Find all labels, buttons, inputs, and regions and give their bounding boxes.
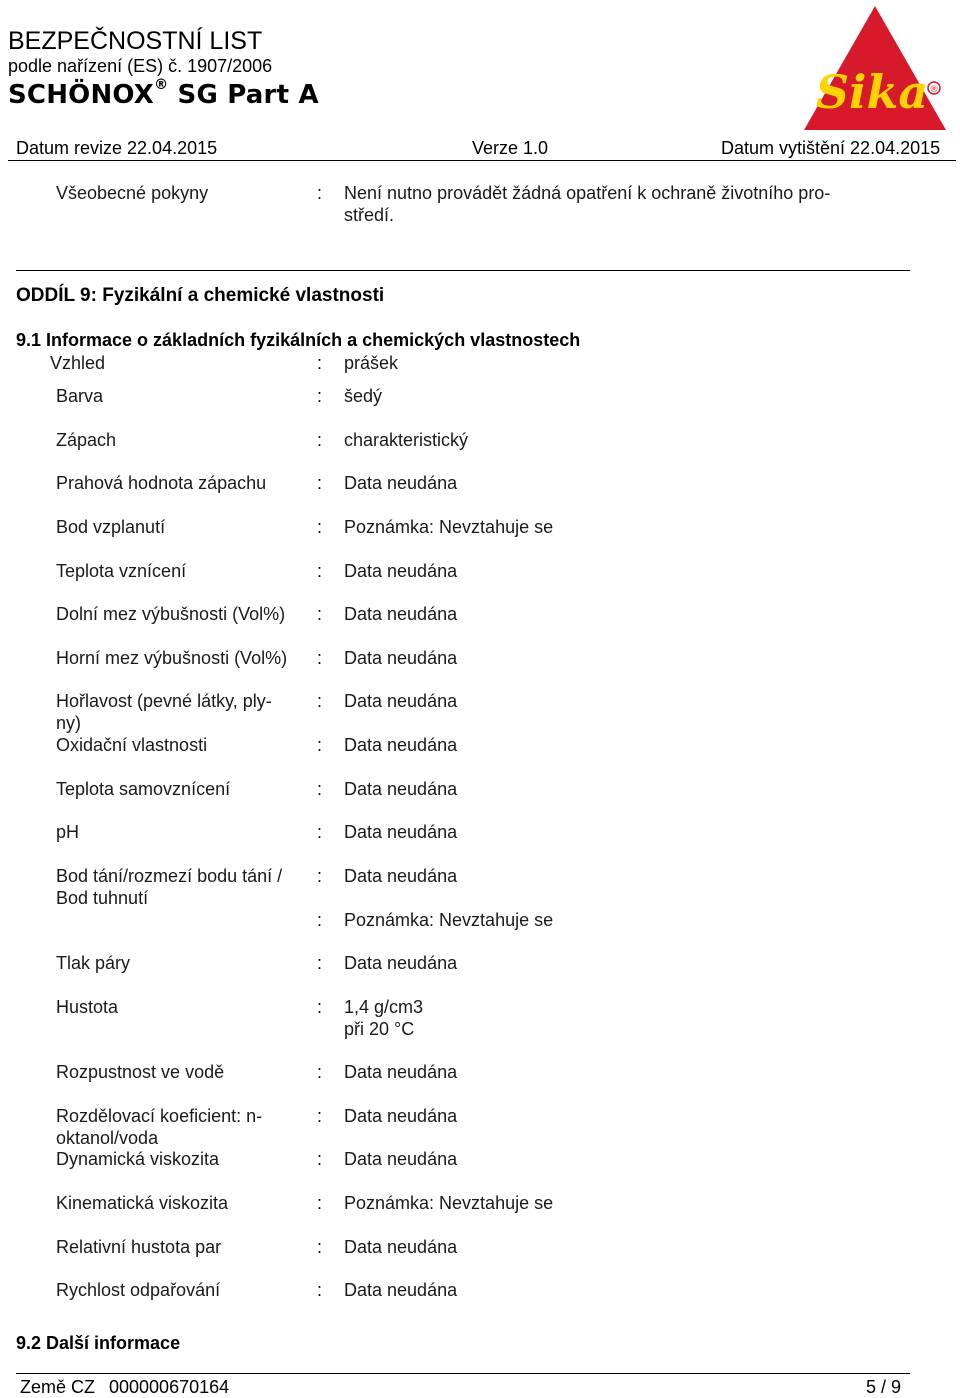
footer-code: 000000670164 (109, 1377, 230, 1397)
property-label: Teplota vznícení (56, 561, 187, 581)
property-colon: : (317, 386, 323, 406)
general-label: Všeobecné pokyny (56, 183, 209, 203)
property-value: Data neudána (344, 953, 458, 973)
property-value: Data neudána (344, 648, 458, 668)
property-label: Dynamická viskozita (56, 1149, 220, 1169)
property-label: pH (56, 822, 80, 842)
property-colon: : (317, 1193, 323, 1213)
registered-mark: ® (154, 77, 169, 94)
property-label: Horní mez výbušnosti (Vol%) (56, 648, 288, 668)
property-label: Bod tání/rozmezí bodu tání / (56, 866, 283, 886)
subsection-9-1-title: 9.1 Informace o základních fyzikálních a chemických vlastnostech (16, 330, 581, 350)
property-value: prášek (344, 353, 399, 373)
property-colon: : (317, 822, 323, 842)
property-label: Dolní mez výbušnosti (Vol%) (56, 604, 286, 624)
property-colon: : (317, 604, 323, 624)
property-value: Poznámka: Nevztahuje se (344, 517, 554, 537)
property-value: Data neudána (344, 822, 458, 842)
property-label-continued: oktanol/voda (56, 1128, 159, 1148)
regulation-reference: podle nařízení (ES) č. 1907/2006 (8, 56, 273, 76)
general-value-line2: středí. (344, 205, 395, 225)
section-9-title: ODDÍL 9: Fyzikální a chemické vlastnosti (16, 285, 385, 306)
property-label: Rychlost odpařování (56, 1280, 221, 1300)
property-value: Data neudána (344, 1062, 458, 1082)
property-colon: : (317, 1280, 323, 1300)
property-label: Zápach (56, 430, 117, 450)
property-value: Data neudána (344, 1280, 458, 1300)
property-value: Data neudána (344, 779, 458, 799)
property-colon: : (317, 997, 323, 1017)
property-colon: : (317, 517, 323, 537)
property-label: Tlak páry (56, 953, 131, 973)
subsection-9-2-title: 9.2 Další informace (16, 1333, 181, 1353)
property-colon: : (317, 430, 323, 450)
sika-logo (802, 4, 948, 132)
property-label: Kinematická viskozita (56, 1193, 229, 1213)
property-label: Rozdělovací koeficient: n- (56, 1106, 263, 1126)
product-name (8, 77, 319, 110)
property-colon: : (317, 1062, 323, 1082)
product-brand: SCHÖNOX (8, 80, 155, 110)
property-label: Rozpustnost ve vodě (56, 1062, 225, 1082)
version: Verze 1.0 (472, 138, 549, 158)
property-colon: : (317, 735, 323, 755)
property-value-extra: Poznámka: Nevztahuje se (344, 910, 554, 930)
property-colon: : (317, 691, 323, 711)
property-label: Relativní hustota par (56, 1237, 222, 1257)
page-number: 5 / 9 (866, 1377, 902, 1397)
property-value: Data neudána (344, 1237, 458, 1257)
property-colon: : (317, 353, 323, 373)
print-date: Datum vytištění 22.04.2015 (721, 138, 941, 158)
property-label: Prahová hodnota zápachu (56, 473, 267, 493)
general-value-line1: Není nutno provádět žádná opatření k ochraně životního pro- (344, 183, 831, 203)
property-colon: : (317, 1237, 323, 1257)
header-divider (8, 160, 956, 161)
section-divider (16, 270, 910, 271)
property-colon: : (317, 1149, 323, 1169)
property-label-continued: ny) (56, 713, 82, 733)
property-value: Data neudána (344, 735, 458, 755)
property-colon: : (317, 1106, 323, 1126)
property-value-condition: při 20 °C (344, 1019, 415, 1039)
property-value: 1,4 g/cm3 (344, 997, 424, 1017)
property-value: Data neudána (344, 473, 458, 493)
property-colon: : (317, 779, 323, 799)
property-label: Bod vzplanutí (56, 517, 166, 537)
property-label: Teplota samovznícení (56, 779, 231, 799)
property-value: Data neudána (344, 691, 458, 711)
property-value: šedý (344, 386, 383, 406)
property-label: Hořlavost (pevné látky, ply- (56, 691, 272, 711)
logo-registered-mark: ® (929, 85, 939, 95)
property-label: Vzhled (50, 353, 106, 373)
property-colon: : (317, 866, 323, 886)
logo-wordmark: Sika (815, 65, 929, 119)
property-colon: : (317, 648, 323, 668)
property-colon: : (317, 910, 323, 930)
footer-divider (16, 1373, 910, 1374)
property-value: Data neudána (344, 561, 458, 581)
property-label: Barva (56, 386, 104, 406)
property-value: charakteristický (344, 430, 469, 450)
document-title: BEZPEČNOSTNÍ LIST (8, 27, 263, 55)
footer-country: Země CZ (20, 1377, 96, 1397)
revision-date: Datum revize 22.04.2015 (16, 138, 218, 158)
property-label: Hustota (56, 997, 119, 1017)
property-value: Poznámka: Nevztahuje se (344, 1193, 554, 1213)
property-colon: : (317, 473, 323, 493)
general-colon: : (317, 183, 323, 203)
property-colon: : (317, 953, 323, 973)
property-value: Data neudána (344, 604, 458, 624)
property-value: Data neudána (344, 1106, 458, 1126)
property-label-continued: Bod tuhnutí (56, 888, 149, 908)
product-variant: SG Part A (177, 80, 319, 110)
property-value: Data neudána (344, 866, 458, 886)
property-value: Data neudána (344, 1149, 458, 1169)
property-colon: : (317, 561, 323, 581)
property-label: Oxidační vlastnosti (56, 735, 208, 755)
